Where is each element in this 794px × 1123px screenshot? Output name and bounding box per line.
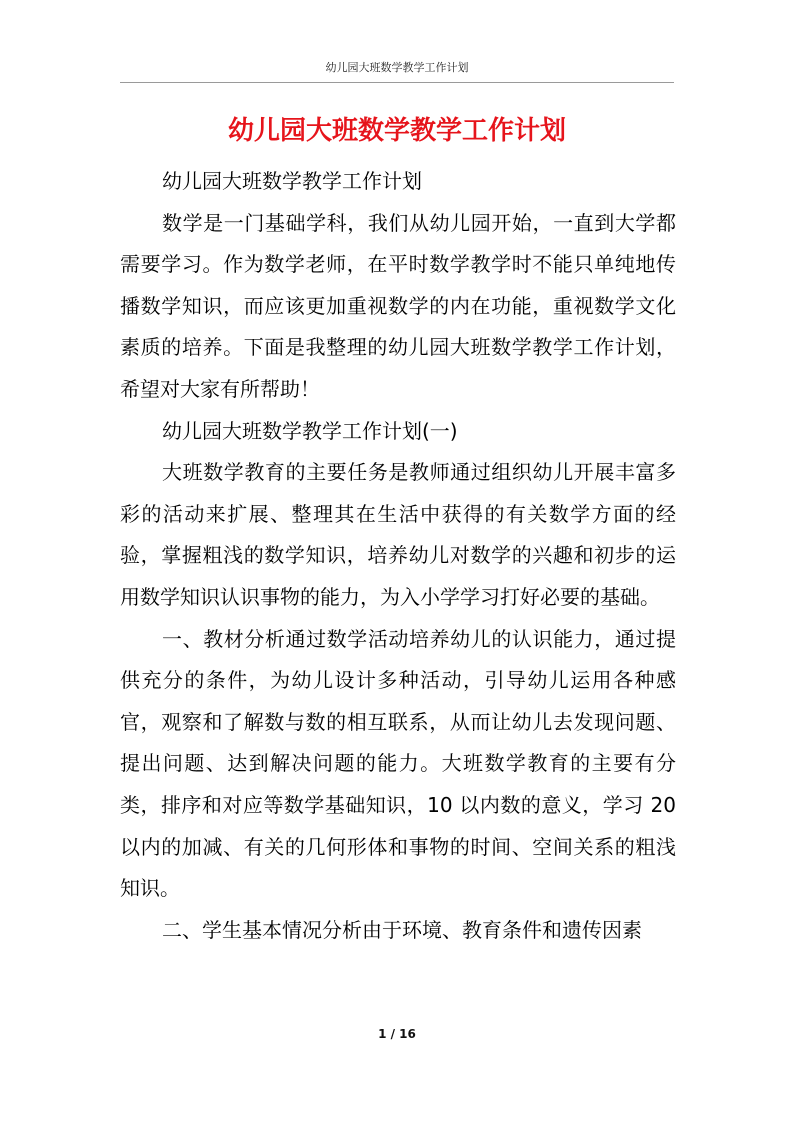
paragraph-textbook-analysis: 一、教材分析通过数学活动培养幼儿的认识能力，通过提供充分的条件，为幼儿设计多种活动，引导幼儿运用各种感官，观察和了解数与数的相互联系，从而让幼儿去发现问题、提出问题、达到解决问题的能力。大班数学教育的主要有分类，排序和对应等数学基础知识，10 以内数的意义，学习 20 以内的加减、有关的几何形体和事物的时间、空间关系的粗浅知识。	[120, 626, 676, 901]
paragraph-main-task: 大班数学教育的主要任务是教师通过组织幼儿开展丰富多彩的活动来扩展、整理其在生活中获得的有关数学方面的经验，掌握粗浅的数学知识，培养幼儿对数学的兴趣和初步的运用数学知识认识事物的能力，为入小学学习打好必要的基础。	[120, 460, 676, 609]
paragraph-student-analysis: 二、学生基本情况分析由于环境、教育条件和遗传因素	[162, 917, 642, 942]
running-header: 幼儿园大班数学教学工作计划	[325, 61, 469, 74]
page-number: 1 / 16	[378, 1027, 416, 1041]
header-divider	[120, 82, 674, 83]
document-body	[120, 161, 676, 951]
paragraph-subtitle: 幼儿园大班数学教学工作计划	[162, 169, 422, 193]
paragraph-section-heading: 幼儿园大班数学教学工作计划(一)	[162, 418, 458, 443]
document-title: 幼儿园大班数学教学工作计划	[227, 116, 566, 146]
paragraph-intro: 数学是一门基础学科，我们从幼儿园开始，一直到大学都需要学习。作为数学老师，在平时数学教学时不能只单纯地传播数学知识，而应该更加重视数学的内在功能，重视数学文化素质的培养。下面是我整理的幼儿园大班数学教学工作计划，希望对大家有所帮助！	[120, 210, 676, 401]
